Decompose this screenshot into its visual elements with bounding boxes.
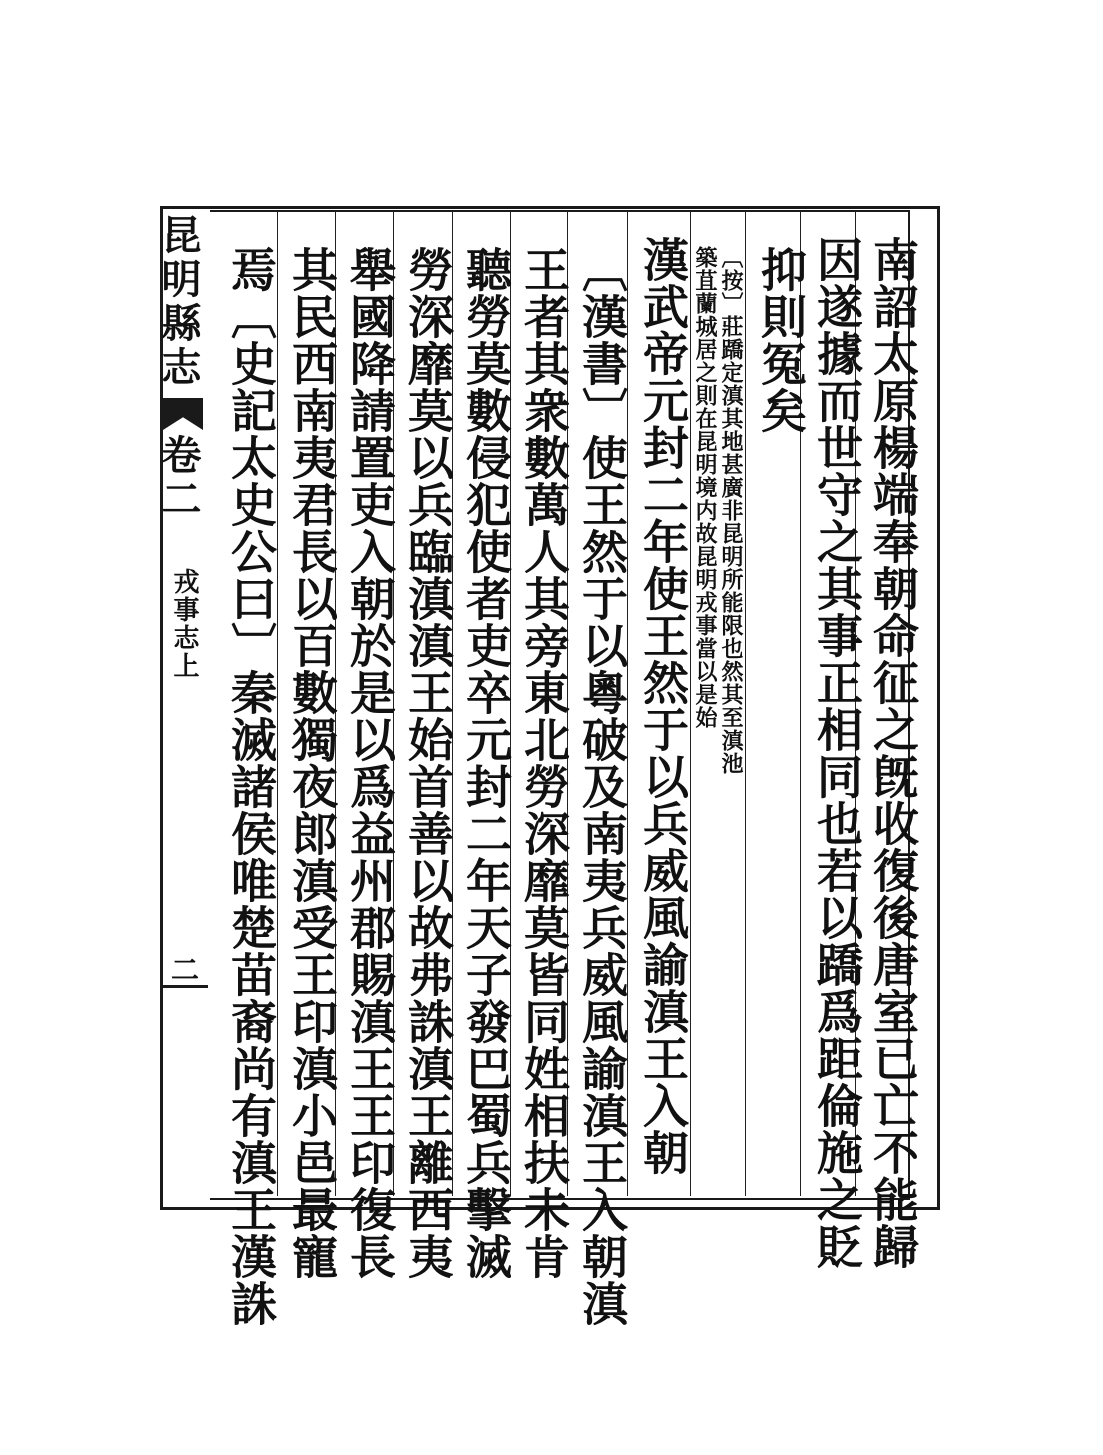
text-column-7: 王者其衆數萬人其旁東北勞深靡莫皆同姓相扶未肯 <box>517 246 571 1280</box>
annotation-line-1: 〔按〕莊蹻定滇其地甚廣非昆明所能限也然其至滇池 <box>718 246 744 775</box>
text-column-6: 〔漢書〕使王然于以粵破及南夷兵威風諭滇王入朝滇 <box>575 246 629 1327</box>
text-column-12: 焉〔史記太史公曰〕秦滅諸侯唯楚苗裔尚有滇王漢誅 <box>224 246 278 1327</box>
text-column-11: 其民西南夷君長以百數獨夜郎滇受王印滇小邑最寵 <box>285 246 339 1280</box>
text-column-3: 抑則冤矣 <box>754 246 808 434</box>
annotation-line-2: 築苴蘭城居之則在昆明境内故昆明戎事當以是始 <box>692 246 718 729</box>
text-column-9: 勞深靡莫以兵臨滇滇王始首善以故弗誅滇王離西夷 <box>401 246 455 1280</box>
margin-rule <box>160 985 208 988</box>
text-column-10: 舉國降請置吏入朝於是以爲益州郡賜滇王王印復長 <box>343 246 397 1280</box>
text-column-8: 聽勞莫數侵犯使者吏卒元封二年天子發巴蜀兵擊滅 <box>459 246 513 1280</box>
page-number: 二 <box>167 955 200 983</box>
text-column-2: 因遂據而世守之其事正相同也若以蹻爲距倫施之貶 <box>810 236 864 1270</box>
text-column-1: 南詔太原楊端奉朝命征之旣收復後唐室已亡不能歸 <box>866 236 920 1270</box>
text-column-5: 漢武帝元封二年使王然于以兵威風諭滇王入朝 <box>636 236 690 1176</box>
column-rule <box>690 212 691 1196</box>
section-title: 戎事志上 <box>169 568 199 680</box>
column-rule <box>745 212 746 1196</box>
volume-label: 卷二 <box>155 434 202 522</box>
book-title: 昆明縣志 <box>155 214 202 390</box>
